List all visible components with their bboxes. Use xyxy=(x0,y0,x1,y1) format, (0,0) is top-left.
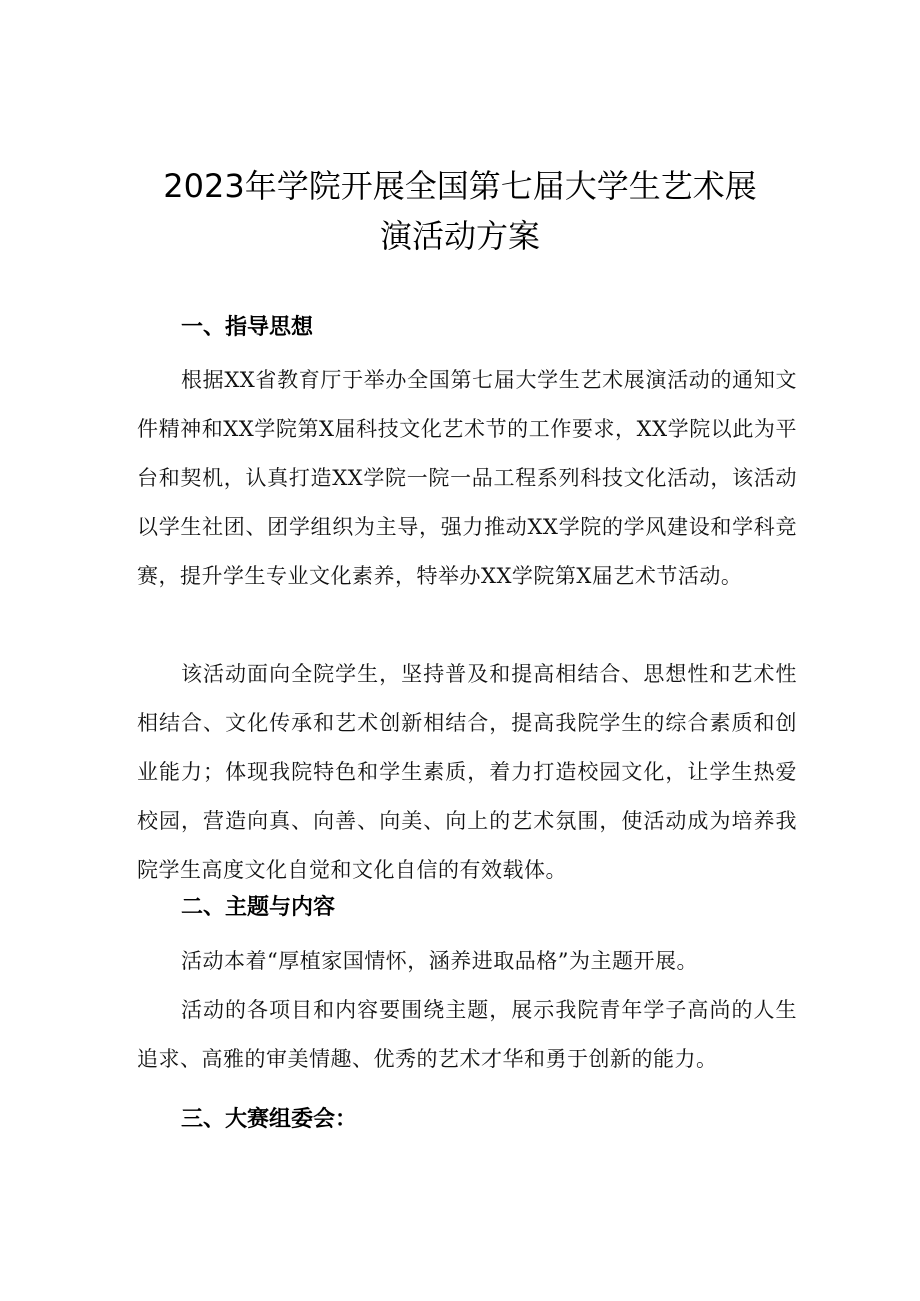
document-title-line-2: 演活动方案 xyxy=(379,217,540,255)
paragraph-guiding-ideology-1: 根据XX省教育厅于举办全国第七届大学生艺术展演活动的通知文件精神和XX学院第X届科技文化艺术节的工作要求，XX学院以此为平台和契机，认真打造XX学院一院一品工程系列科技文化活动，该活动以学生社团、团学组织为主导，强力推动XX学院的学风建设和学科竞赛，提升学生专业文化素养，特举办XX学院第X届艺术节活动。 xyxy=(137,368,797,588)
section-heading-organizing-committee: 三、大赛组委会： xyxy=(181,1107,358,1132)
paragraph-guiding-ideology-2: 该活动面向全院学生，坚持普及和提高相结合、思想性和艺术性相结合、文化传承和艺术创新相结合，提高我院学生的综合素质和创业能力；体现我院特色和学生素质，着力打造校园文化，让学生热爱校园，营造向真、向善、向美、向上的艺术氛围，使活动成为培养我院学生高度文化自觉和文化自信的有效载体。 xyxy=(137,662,797,882)
section-heading-guiding-ideology: 一、指导思想 xyxy=(181,315,314,340)
document-title-line-1: 2023年学院开展全国第七届大学生艺术展 xyxy=(163,167,757,205)
section-heading-theme-content: 二、主题与内容 xyxy=(181,895,336,920)
paragraph-theme-1: 活动本着“厚植家国情怀，涵养进取品格”为主题开展。 xyxy=(181,949,698,973)
paragraph-theme-2: 活动的各项目和内容要围绕主题，展示我院青年学子高尚的人生追求、高雅的审美情趣、优秀的艺术才华和勇于创新的能力。 xyxy=(137,998,797,1071)
